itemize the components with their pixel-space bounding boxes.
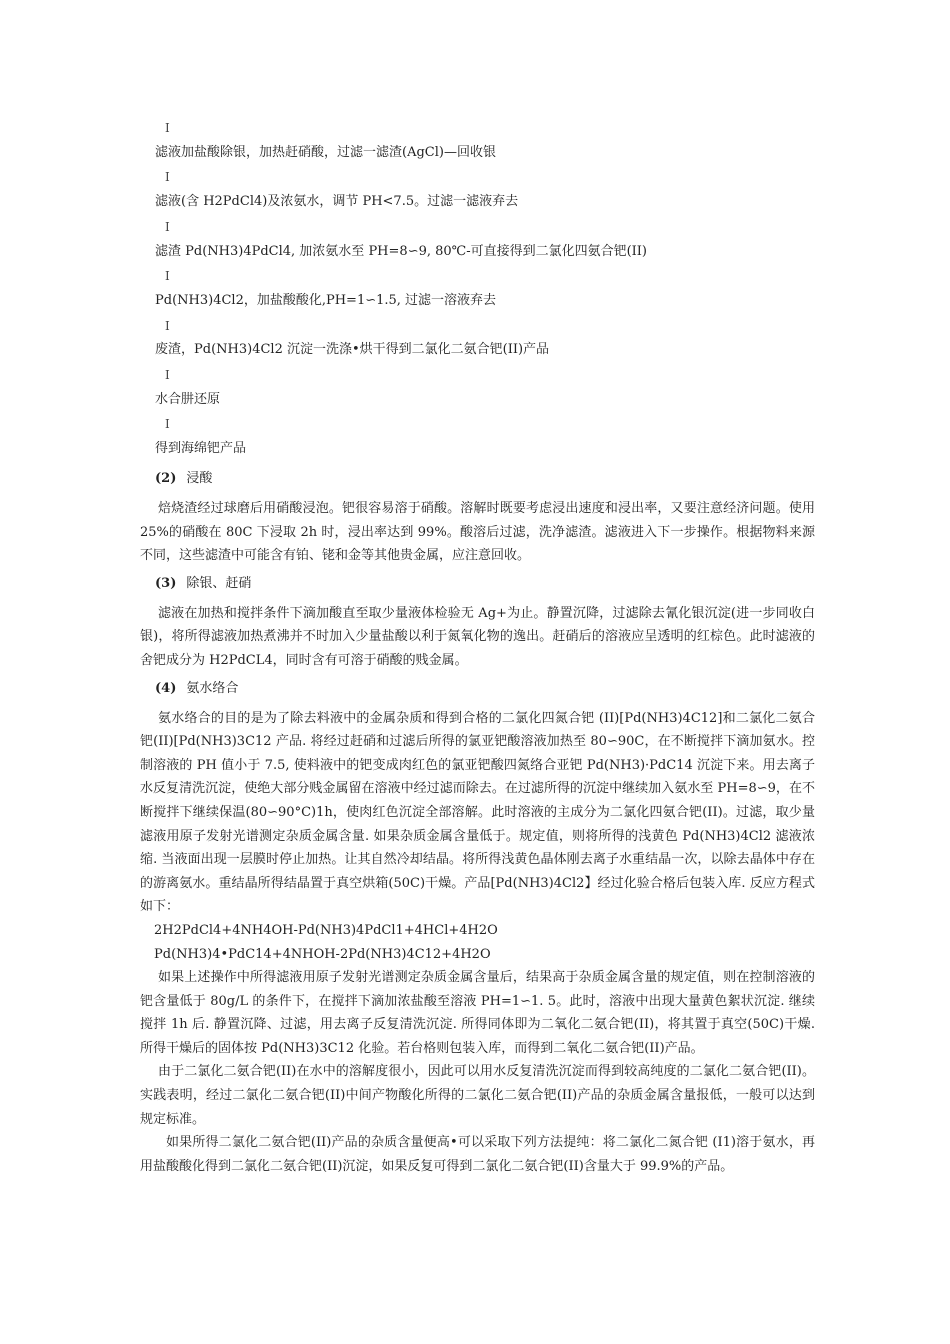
paragraph: 如果上述操作中所得滤液用原子发射光谱测定杂质金属含量后，结果高于杂质金属含量的规定值，则在控制溶液的钯含量低于 80g/L 的条件下，在搅拌下滴加浓盐酸至溶液 PH=1∽1. 5。此时，溶液中出现大量黄色絮状沉淀. 继续搅拌 1h 后. 静置沉降、过滤，用去离子反复清洗沉淀. 所得同体即为二氧化二氨合钯(II)，将其置于真空(50C)干燥. 所得干燥后的固体按 Pd(NH3)3C12 化验。若台格则包装入库，而得到二氧化二氨合钯(II)产品。: [140, 970, 815, 1056]
flow-step: 水合肼还原: [155, 391, 221, 407]
section-title: 除银、赶硝: [186, 575, 252, 591]
section-heading: [140, 677, 815, 701]
reaction-equation: Pd(NH3)4•PdC14+4NHOH-2Pd(NH3)4C12+4H2O: [154, 946, 491, 962]
paragraph: 如果所得二氯化二氨合钯(II)产品的杂质含量便高•可以采取下列方法提纯：将二氯化二氮合钯 (I1)溶于氨水，再用盐酸酸化得到二氯化二氨合钯(II)沉淀，如果反复可得到二氯化二氨合钯(II)含量大于 99.9%的产品。: [140, 1135, 815, 1174]
reaction-equation: 2H2PdCl4+4NH4OH-Pd(NH3)4PdCl1+4HCl+4H2O: [154, 922, 498, 938]
paragraph: 由于二氯化二氨合钯(II)在水中的溶解度很小，因此可以用水反复清洗沉淀而得到较高纯度的二氯化二氨合钯(II)。实践表明，经过二氯化二氨合钯(II)中间产物酸化所得的二氯化二氨合钯(II)产品的杂质金属含量报低，一般可以达到规定标准。: [140, 1064, 815, 1127]
section-number: (3): [155, 575, 177, 591]
section-heading: [140, 572, 815, 596]
flow-arrow: I: [165, 368, 170, 383]
flow-arrow: I: [165, 318, 170, 333]
flow-step: 滤液(含 H2PdCl4)及浓氨水，调节 PH<7.5。过滤一滤液弃去: [155, 194, 519, 210]
section-number: (2): [155, 471, 177, 486]
paragraph: 滤液在加热和搅拌条件下滴加酸直至取少量液体检验无 Ag+为止。静置沉降，过滤除去氰化银沉淀(进一步同收白银)，将所得滤液加热煮沸并不时加入少量盐酸以利于氮氧化物的逸出。赶硝后的溶液应呈透明的红棕色。此时滤液的舍钯成分为 H2PdCL4，同时含有可溶于硝酸的贱金属。: [140, 605, 815, 668]
section-number: (4): [155, 680, 177, 696]
flow-step: 滤渣 Pd(NH3)4PdCl4, 加浓氨水至 PH=8∽9, 80℃-可直接得到二氯化四氨合钯(II): [155, 243, 648, 259]
flow-step: 得到海绵钯产品: [155, 441, 247, 457]
flow-step: 废渣，Pd(NH3)4Cl2 沉淀一洗涤•烘干得到二氯化二氨合钯(II)产品: [155, 342, 550, 358]
flow-arrow: I: [165, 269, 170, 284]
flow-arrow: I: [165, 417, 170, 432]
flow-arrow: I: [165, 170, 170, 185]
section-title: 氨水络合: [186, 680, 239, 696]
section-title: 浸酸: [186, 471, 213, 486]
document-body: [140, 467, 815, 1178]
flow-arrow: I: [165, 219, 170, 234]
section-heading: [140, 467, 815, 491]
paragraph: 氨水络合的目的是为了除去料液中的金属杂质和得到合格的二氯化四氮合钯 (II)[Pd(NH3)4C12]和二氯化二氨合钯(II)[Pd(NH3)3C12 产品. 将经过赶硝和过滤后所得的氯亚钯酸溶液加热至 80∽90C，在不断搅拌下滴加氨水。控制溶液的 PH 值小于 7.5, 使料液中的钯变成肉红色的氯亚钯酸四氮络合亚钯 Pd(NH3)·PdC14 沉淀下来。用去离子水反复清洗沉淀，使绝大部分贱金属留在溶液中经过滤而除去。在过滤所得的沉淀中继续加入氨水至 PH=8∽9，在不断搅拌下继续保温(80∽90°C)1h，使肉红色沉淀全部溶解。此时溶液的主成分为二氯化四氨合钯(II)。过滤，取少量滤液用原子发射光谱测定杂质金属含量. 如果杂质金属含量低于。规定值，则将所得的浅黄色 Pd(NH3)4Cl2 滤液浓缩. 当液面出现一层膜时停止加热。让其自然冷却结晶。将所得浅黄色晶体刚去离子水重结晶一次，以除去晶体中存在的游离氨水。重结晶所得结晶置于真空烘箱(50C)干燥。产品[Pd(NH3)4Cl2】经过化验合格后包装入库. 反应方程式如下：: [140, 710, 815, 915]
flow-arrow: I: [165, 121, 170, 135]
process-flow: [155, 116, 855, 462]
flow-step: 滤液加盐酸除银，加热赶硝酸，过滤一滤渣(AgCl)—回收银: [155, 144, 496, 160]
paragraph: 焙烧渣经过球磨后用硝酸浸泡。钯很容易溶于硝酸。溶解时既要考虑浸出速度和浸出率，又要注意经济问题。使用 25%的硝酸在 80C 下浸取 2h 时，浸出率达到 99%。酸溶后过滤，洗净滤渣。滤液进入下一步操作。根据物料来源不同，这些滤渣中可能含有铂、铑和金等其他贵金属，应注意回收。: [140, 501, 815, 564]
flow-step: Pd(NH3)4Cl2，加盐酸酸化,PH=1∽1.5, 过滤一溶液弃去: [155, 292, 497, 308]
